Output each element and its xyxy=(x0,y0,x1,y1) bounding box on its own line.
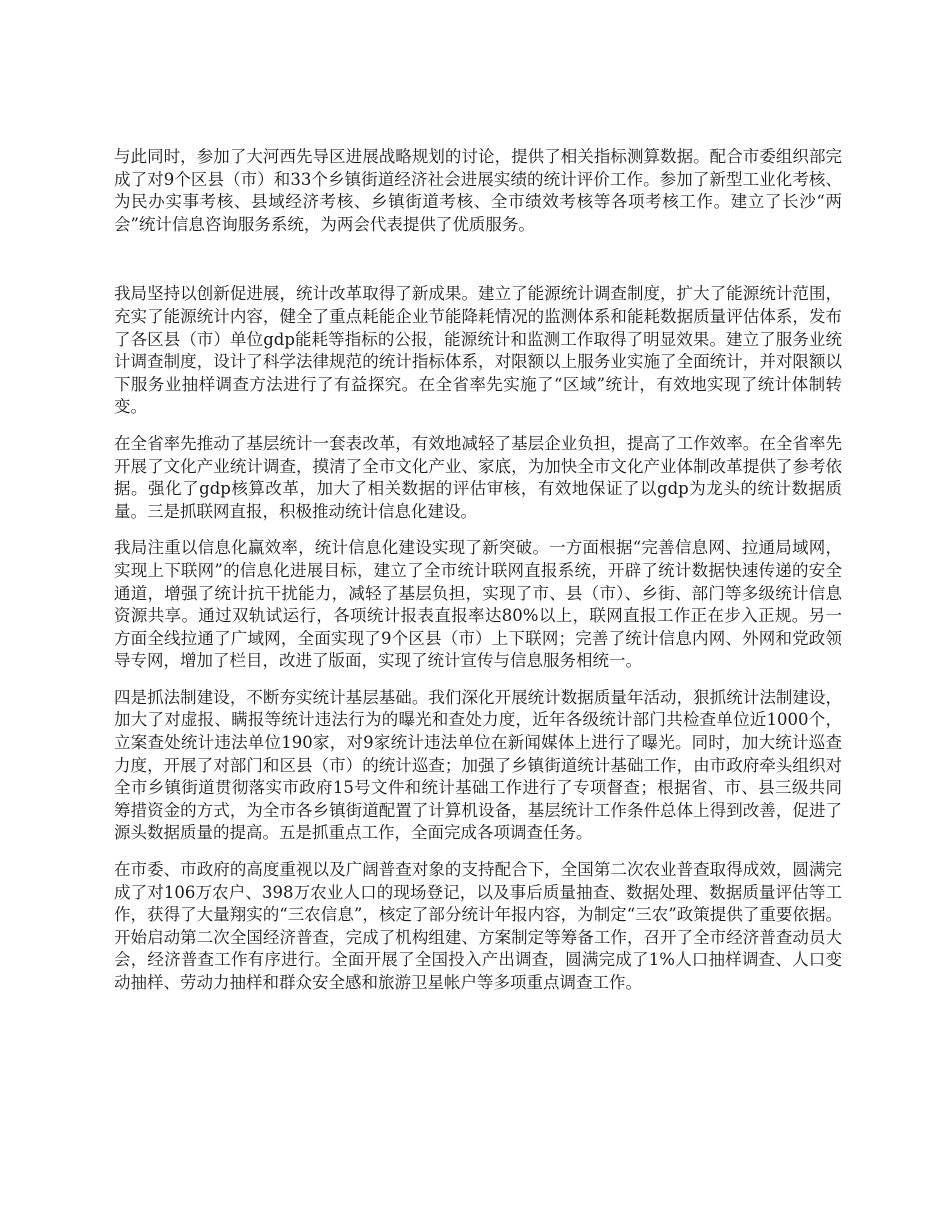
paragraph-6: 在市委、市政府的高度重视以及广阔普查对象的支持配合下，全国第二次农业普查取得成效，圆满完成了对106万农户、398万农业人口的现场登记，以及事后质量抽查、数据处理、数据质量评估等工作，获得了大量翔实的“三农信息”，核定了部分统计年报内容，为制定“三农”政策提供了重要依据。开始启动第二次全国经济普查，完成了机构组建、方案制定等筹备工作，召开了全市经济普查动员大会，经济普查工作有序进行。全面开展了全国投入产出调查，圆满完成了1%人口抽样调查、人口变动抽样、劳动力抽样和群众安全感和旅游卫星帐户等多项重点调查工作。 xyxy=(114,860,842,992)
paragraph-5: 四是抓法制建设，不断夯实统计基层基础。我们深化开展统计数据质量年活动，狠抓统计法制建设，加大了对虚报、瞒报等统计违法行为的曝光和查处力度，近年各级统计部门共检查单位近1000个，立案查处统计违法单位190家，对9家统计违法单位在新闻媒体上进行了曝光。同时，加大统计巡查力度，开展了对部门和区县（市）的统计巡查；加强了乡镇街道统计基础工作，由市政府牵头组织对全市乡镇街道贯彻落实市政府15号文件和统计基础工作进行了专项督查；根据省、市、县三级共同筹措资金的方式，为全市各乡镇街道配置了计算机设备，基层统计工作条件总体上得到改善，促进了源头数据质量的提高。五是抓重点工作，全面完成各项调查任务。 xyxy=(114,687,842,843)
paragraph-4: 我局注重以信息化赢效率，统计信息化建设实现了新突破。一方面根据“完善信息网、拉通局域网，实现上下联网”的信息化进展目标，建立了全市统计联网直报系统，开辟了统计数据快速传递的安全通道，增强了统计抗干扰能力，减轻了基层负担，实现了市、县（市）、乡街、部门等多级统计信息资源共享。通过双轨试运行，各项统计报表直报率达80%以上，联网直报工作正在步入正规。另一方面全线拉通了广域网，全面实现了9个区县（市）上下联网；完善了统计信息内网、外网和党政领导专网，增加了栏目，改进了版面，实现了统计宣传与信息服务相统一。 xyxy=(114,538,842,671)
paragraph-3: 在全省率先推动了基层统计一套表改革，有效地减轻了基层企业负担，提高了工作效率。在全省率先开展了文化产业统计调查，摸清了全市文化产业、家底，为加快全市文化产业体制改革提供了参考依据。强化了gdp核算改革，加大了相关数据的评估审核，有效地保证了以gdp为龙头的统计数据质量。三是抓联网直报，积极推动统计信息化建设。 xyxy=(114,433,842,521)
paragraph-1: 与此同时，参加了大河西先导区进展战略规划的讨论，提供了相关指标测算数据。配合市委组织部完成了对9个区县（市）和33个乡镇街道经济社会进展实绩的统计评价工作。参加了新型工业化考核、为民办实事考核、县域经济考核、乡镇街道考核、全市绩效考核等各项考核工作。建立了长沙“两会”统计信息咨询服务系统，为两会代表提供了优质服务。 xyxy=(114,147,842,234)
paragraph-2: 我局坚持以创新促进展，统计改革取得了新成果。建立了能源统计调查制度，扩大了能源统计范围，充实了能源统计内容，健全了重点耗能企业节能降耗情况的监测体系和能耗数据质量评估体系，发布了各区县（市）单位gdp能耗等指标的公报，能源统计和监测工作取得了明显效果。建立了服务业统计调查制度，设计了科学法律规范的统计指标体系，对限额以上服务业实施了全面统计，并对限额以下服务业抽样调查方法进行了有益探究。在全省率先实施了“区域”统计，有效地实现了统计体制转变。 xyxy=(114,284,842,417)
document-body xyxy=(114,146,842,1009)
paragraph-spacer xyxy=(114,236,842,283)
